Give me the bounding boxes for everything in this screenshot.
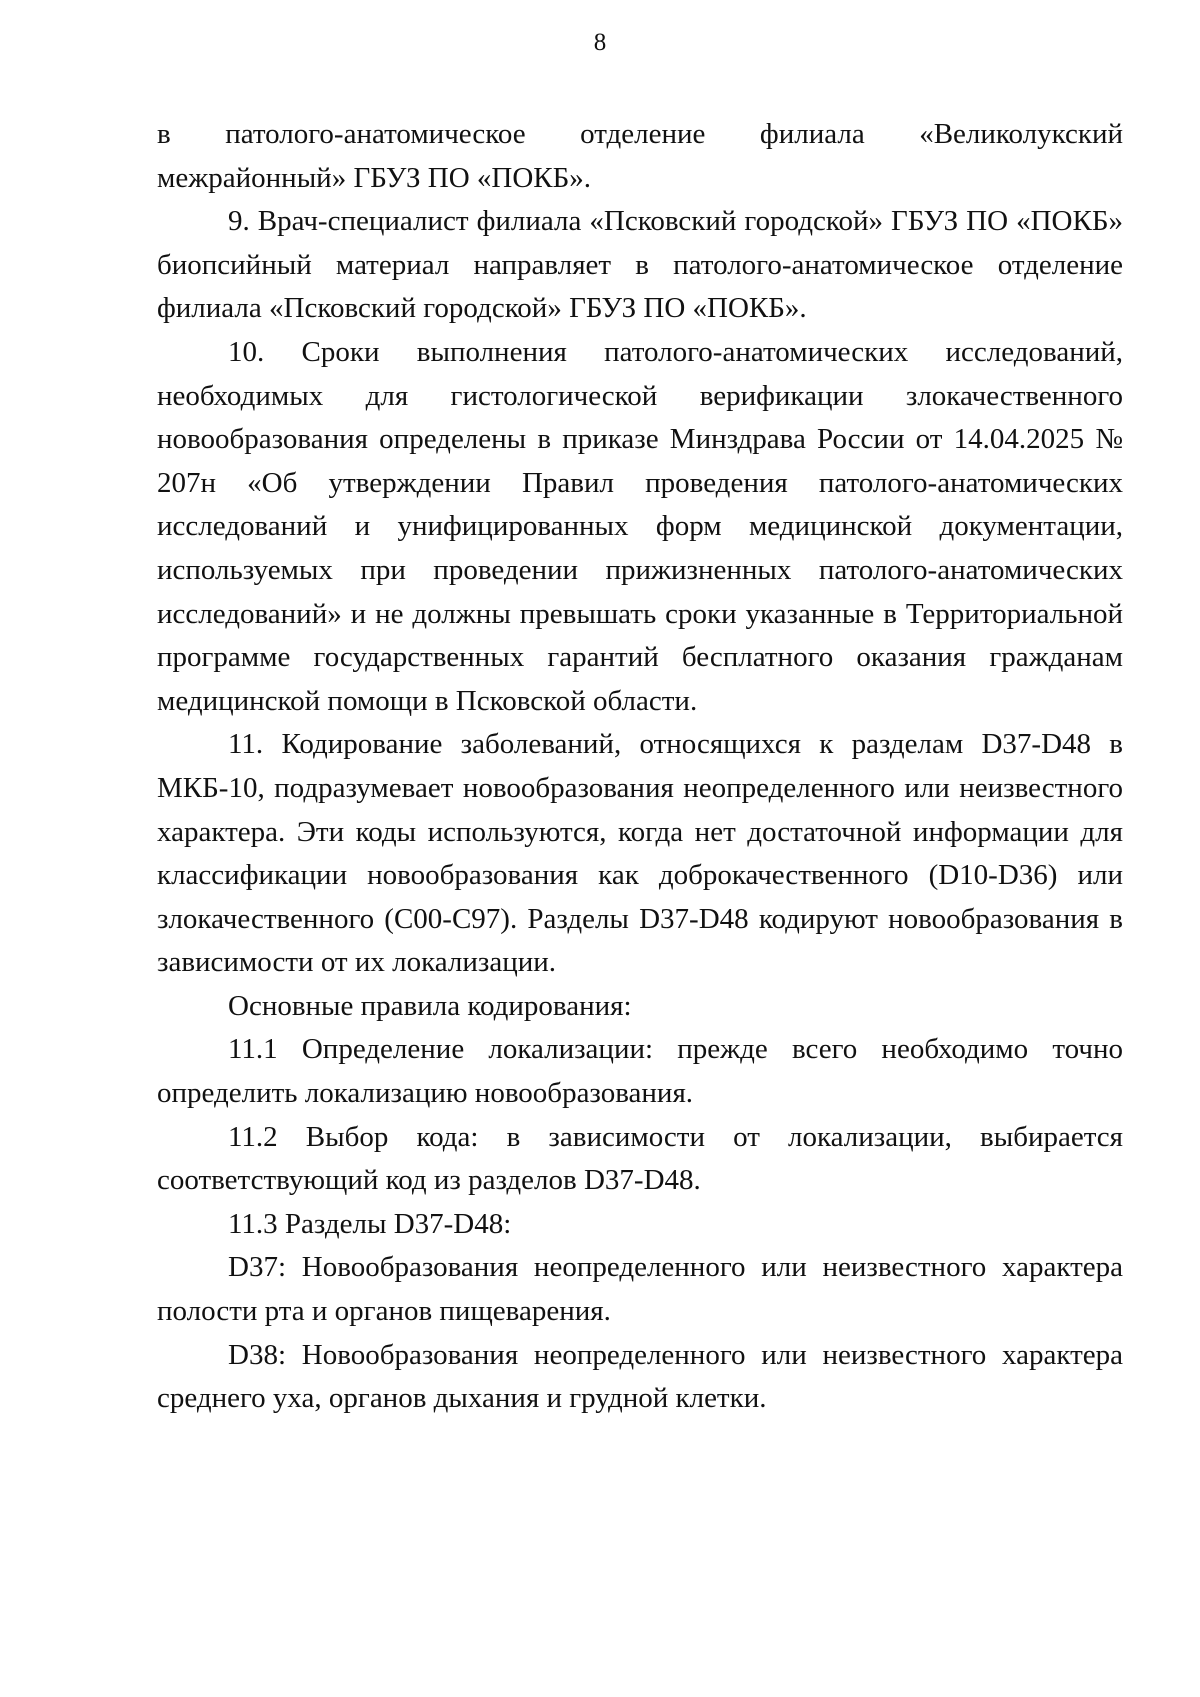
paragraph-code-d37: D37: Новообразования неопределенного или неизвестного характера полости рта и органов пищеварения.: [157, 1251, 1123, 1328]
paragraph-item-11-1: 11.1 Определение локализации: прежде всего необходимо точно определить локализацию новообразования.: [157, 1033, 1123, 1110]
document-body: [157, 113, 1123, 1421]
page-number: 8: [593, 29, 607, 56]
paragraph-item-9: 9. Врач-специалист филиала «Псковский городской» ГБУЗ ПО «ПОКБ» биопсийный материал направляет в патолого-анатомическое отделение филиала «Псковский городской» ГБУЗ ПО «ПОКБ».: [157, 205, 1123, 325]
paragraph-item-11: 11. Кодирование заболеваний, относящихся к разделам D37-D48 в МКБ-10, подразумевает новообразования неопределенного или неизвестного характера. Эти коды используются, когда нет достаточной информации для классификации новообразования как доброкачественного (D10-D36) или злокачественного (C00-C97). Разделы D37-D48 кодируют новообразования в зависимости от их локализации.: [157, 728, 1123, 979]
paragraph-item-11-3: 11.3 Разделы D37-D48:: [228, 1207, 512, 1240]
paragraph-code-d38: D38: Новообразования неопределенного или неизвестного характера среднего уха, органов дыхания и грудной клетки.: [157, 1338, 1123, 1415]
paragraph-item-11-2: 11.2 Выбор кода: в зависимости от локализации, выбирается соответствующий код из разделов D37-D48.: [157, 1120, 1123, 1197]
paragraph-item-10: 10. Сроки выполнения патолого-анатомических исследований, необходимых для гистологической верификации злокачественного новообразования определены в приказе Минздрава России от 14.04.2025 № 207н «Об утверждении Правил проведения патолого-анатомических исследований и унифицированных форм медицинской документации, используемых при проведении прижизненных патолого-анатомических исследований» и не должны превышать сроки указанные в Территориальной программе государственных гарантий бесплатного оказания гражданам медицинской помощи в Псковской области.: [157, 335, 1123, 717]
coding-rules-heading: Основные правила кодирования:: [228, 989, 632, 1022]
paragraph-continuation: в патолого-анатомическое отделение филиала «Великолукский межрайонный» ГБУЗ ПО «ПОКБ».: [157, 118, 1123, 194]
